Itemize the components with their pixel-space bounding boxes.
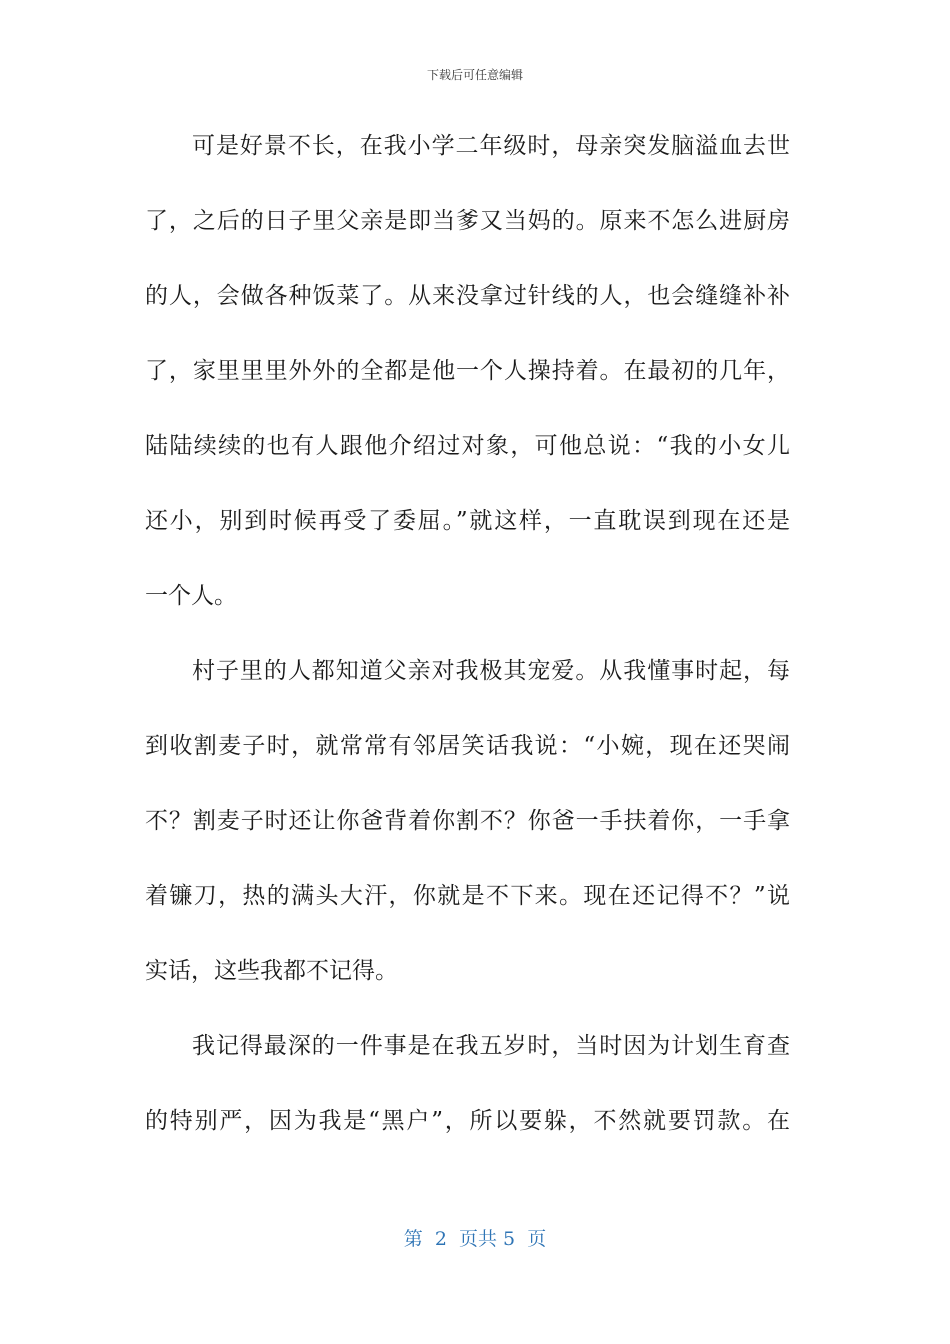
text-line: 着镰刀，热的满头大汗，你就是不下来。现在还记得不？”说 xyxy=(145,883,790,909)
text-line: 还小，别到时候再受了委屈。”就这样，一直耽误到现在还是 xyxy=(145,508,790,534)
document-body xyxy=(145,120,790,1170)
text-line: 村子里的人都知道父亲对我极其宠爱。从我懂事时起，每 xyxy=(192,658,790,684)
text-line: 陆陆续续的也有人跟他介绍过对象，可他总说：“我的小女儿 xyxy=(145,433,790,459)
page-header: 下载后可任意编辑 xyxy=(426,68,523,82)
text-line: 的特别严，因为我是“黑户”，所以要躲，不然就要罚款。在 xyxy=(145,1108,790,1134)
text-line: 实话，这些我都不记得。 xyxy=(145,958,398,984)
text-line: 不？割麦子时还让你爸背着你割不？你爸一手扶着你，一手拿 xyxy=(145,808,790,834)
text-line: 了，家里里里外外的全都是他一个人操持着。在最初的几年， xyxy=(145,358,790,384)
text-line: 可是好景不长，在我小学二年级时，母亲突发脑溢血去世 xyxy=(192,133,790,159)
text-line: 一个人。 xyxy=(145,583,237,609)
text-line: 我记得最深的一件事是在我五岁时，当时因为计划生育查 xyxy=(192,1033,790,1059)
text-line: 了，之后的日子里父亲是即当爹又当妈的。原来不怎么进厨房 xyxy=(145,208,790,234)
text-line: 到收割麦子时，就常常有邻居笑话我说：“小婉，现在还哭闹 xyxy=(145,733,790,759)
text-line: 的人，会做各种饭菜了。从来没拿过针线的人，也会缝缝补补 xyxy=(145,283,790,309)
page-number-footer: 第 2 页共 5 页 xyxy=(403,1228,547,1250)
